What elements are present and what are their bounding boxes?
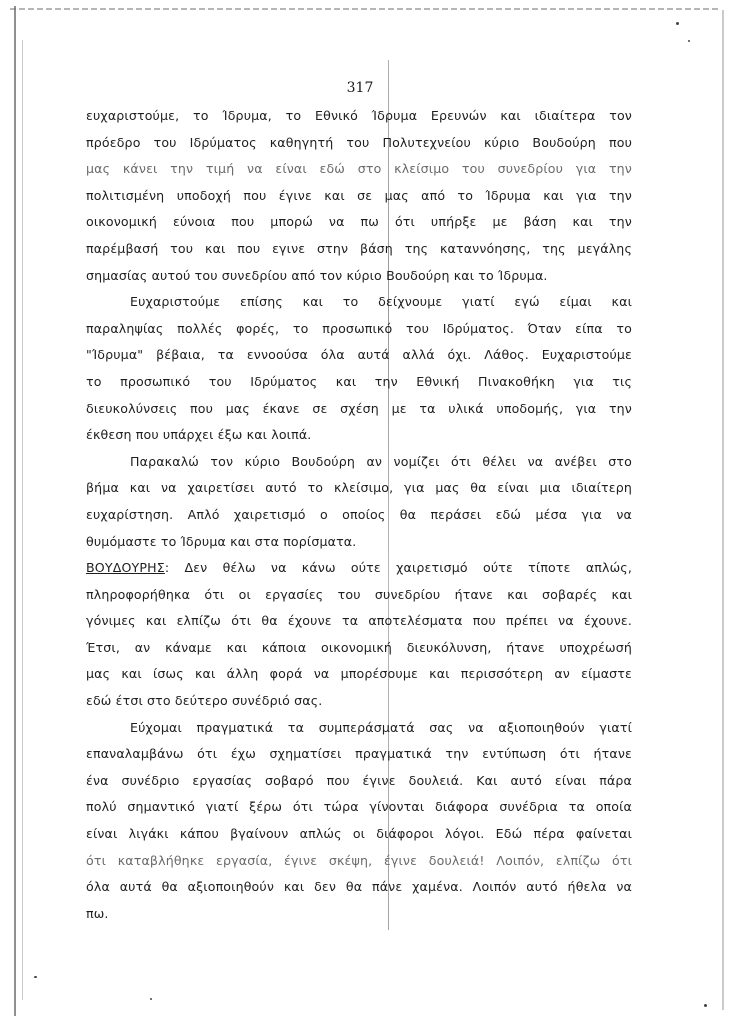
scan-edge-top [10, 8, 720, 10]
scan-speck [150, 998, 152, 1000]
text-line: σημασίας αυτού του συνεδρίου από τον κύριο Βουδούρη και το Ίδρυμα. [86, 267, 548, 283]
scan-speck [676, 22, 679, 25]
text-line: ευχαρίστηση. Απλό χαιρετισμό ο οποίος θα περάσει εδώ μέσα για να [86, 506, 632, 522]
text-line: μας και ίσως και άλλη φορά να μπορέσουμε και περισσότερη αν είμαστε [86, 666, 632, 682]
paragraph [86, 715, 632, 928]
speaker-line-text: : Δεν θέλω να κάνω ούτε χαιρετισμό ούτε τίποτε απλώς, [164, 560, 632, 576]
text-line: πω. [86, 905, 109, 921]
text-line: Παρακαλώ τον κύριο Βουδούρη αν νομίζει ότι θέλει να ανέβει στο [130, 453, 632, 469]
text-line: επαναλαμβάνω ότι έχω σχηματίσει πραγματικά την εντύπωση ότι ήτανε [86, 746, 632, 762]
text-line: παρέμβασή του και που εγινε στην βάση της καταννόησης, της μεγάλης [86, 240, 632, 256]
text-line: πολύ σημαντικό γιατί ξέρω ότι τώρα γίνονται διάφορα συνέδρια τα οποία [86, 799, 632, 815]
text-line: ευχαριστούμε, το Ίδρυμα, το Εθνικό Ίδρυμα Ερευνών και ιδιαίτερα τον [86, 108, 632, 123]
speaker-name: ΒΟΥΔΟΥΡΗΣ [86, 560, 165, 576]
text-line: θυμόμαστε το Ίδρυμα και στα πορίσματα. [86, 533, 357, 549]
scan-speck [704, 1004, 707, 1007]
paragraph [86, 103, 632, 289]
text-line: γόνιμες και ελπίζω ότι θα έχουνε τα αποτελέσματα που πρέπει να έχουνε. [86, 613, 632, 629]
scan-speck [34, 976, 37, 978]
text-line: Εύχομαι πραγματικά τα συμπεράσματά σας να αξιοποιηθούν γιατί [130, 719, 632, 735]
scan-edge-right [722, 10, 724, 1010]
text-line: εδώ έτσι στο δεύτερο συνέδριό σας. [86, 693, 323, 709]
text-line: πληροφορήθηκα ότι οι εργασίες του συνεδρίου ήτανε και σοβαρές και [86, 586, 632, 602]
scan-edge-left-inner [22, 40, 23, 1000]
text-line: ένα συνέδριο εργασίας σοβαρό που έγινε δουλειά. Και αυτό είναι πάρα [86, 772, 632, 788]
text-line: "Ίδρυμα" βέβαια, τα εννοούσα όλα αυτά αλλά όχι. Λάθος. Ευχαριστούμε [86, 347, 632, 363]
text-line: παραληψίας πολλές φορές, το προσωπικό του Ιδρύματος. Όταν είπα το [86, 320, 632, 336]
text-line: ότι καταβλήθηκε εργασία, έγινε σκέψη, έγινε δουλειά! Λοιπόν, ελπίζω ότι [86, 852, 632, 868]
text-line: πρόεδρο του Ιδρύματος καθηγητή του Πολυτεχνείου κύριο Βουδούρη που [86, 134, 632, 150]
text-line: είναι λιγάκι κάπου βγαίνουν απλώς οι διάφοροι λόγοι. Εδώ πέρα φαίνεται [86, 826, 632, 842]
page-number: 317 [346, 80, 374, 96]
text-line: πολιτισμένη υποδοχή που έγινε και σε μας από το Ίδρυμα και για την [86, 187, 632, 203]
scan-edge-left [14, 6, 16, 1016]
document-body [86, 103, 632, 927]
text-line: το προσωπικό του Ιδρύματος και την Εθνική Πινακοθήκη για τις [86, 373, 632, 389]
scan-speck [688, 40, 690, 42]
text-line: Έτσι, αν κάναμε και κάποια οικονομική διευκόλυνση, ήτανε υποχρέωσή [86, 639, 632, 655]
text-line: βήμα και να χαιρετίσει αυτό το κλείσιμο, για μας θα είναι μια ιδιαίτερη [86, 480, 632, 496]
text-line: οικονομική εύνοια που μπορώ να πω ότι υπήρξε με βάση και την [86, 214, 632, 230]
text-line: όλα αυτά θα αξιοποιηθούν και δεν θα πάνε χαμένα. Λοιπόν αυτό ήθελα να [86, 879, 632, 895]
text-line: Ευχαριστούμε επίσης και το δείχνουμε γιατί εγώ είμαι και [130, 294, 632, 310]
paragraph [86, 449, 632, 555]
text-line [86, 555, 632, 582]
paragraph [86, 555, 632, 715]
text-line: διευκολύνσεις που μας έκανε σε σχέση με τα υλικά υποδομής, για την [86, 400, 632, 416]
paragraph [86, 289, 632, 449]
text-line: έκθεση που υπάρχει έξω και λοιπά. [86, 427, 312, 443]
text-line: μας κάνει την τιμή να είναι εδώ στο κλείσιμο του συνεδρίου για την [86, 161, 632, 177]
